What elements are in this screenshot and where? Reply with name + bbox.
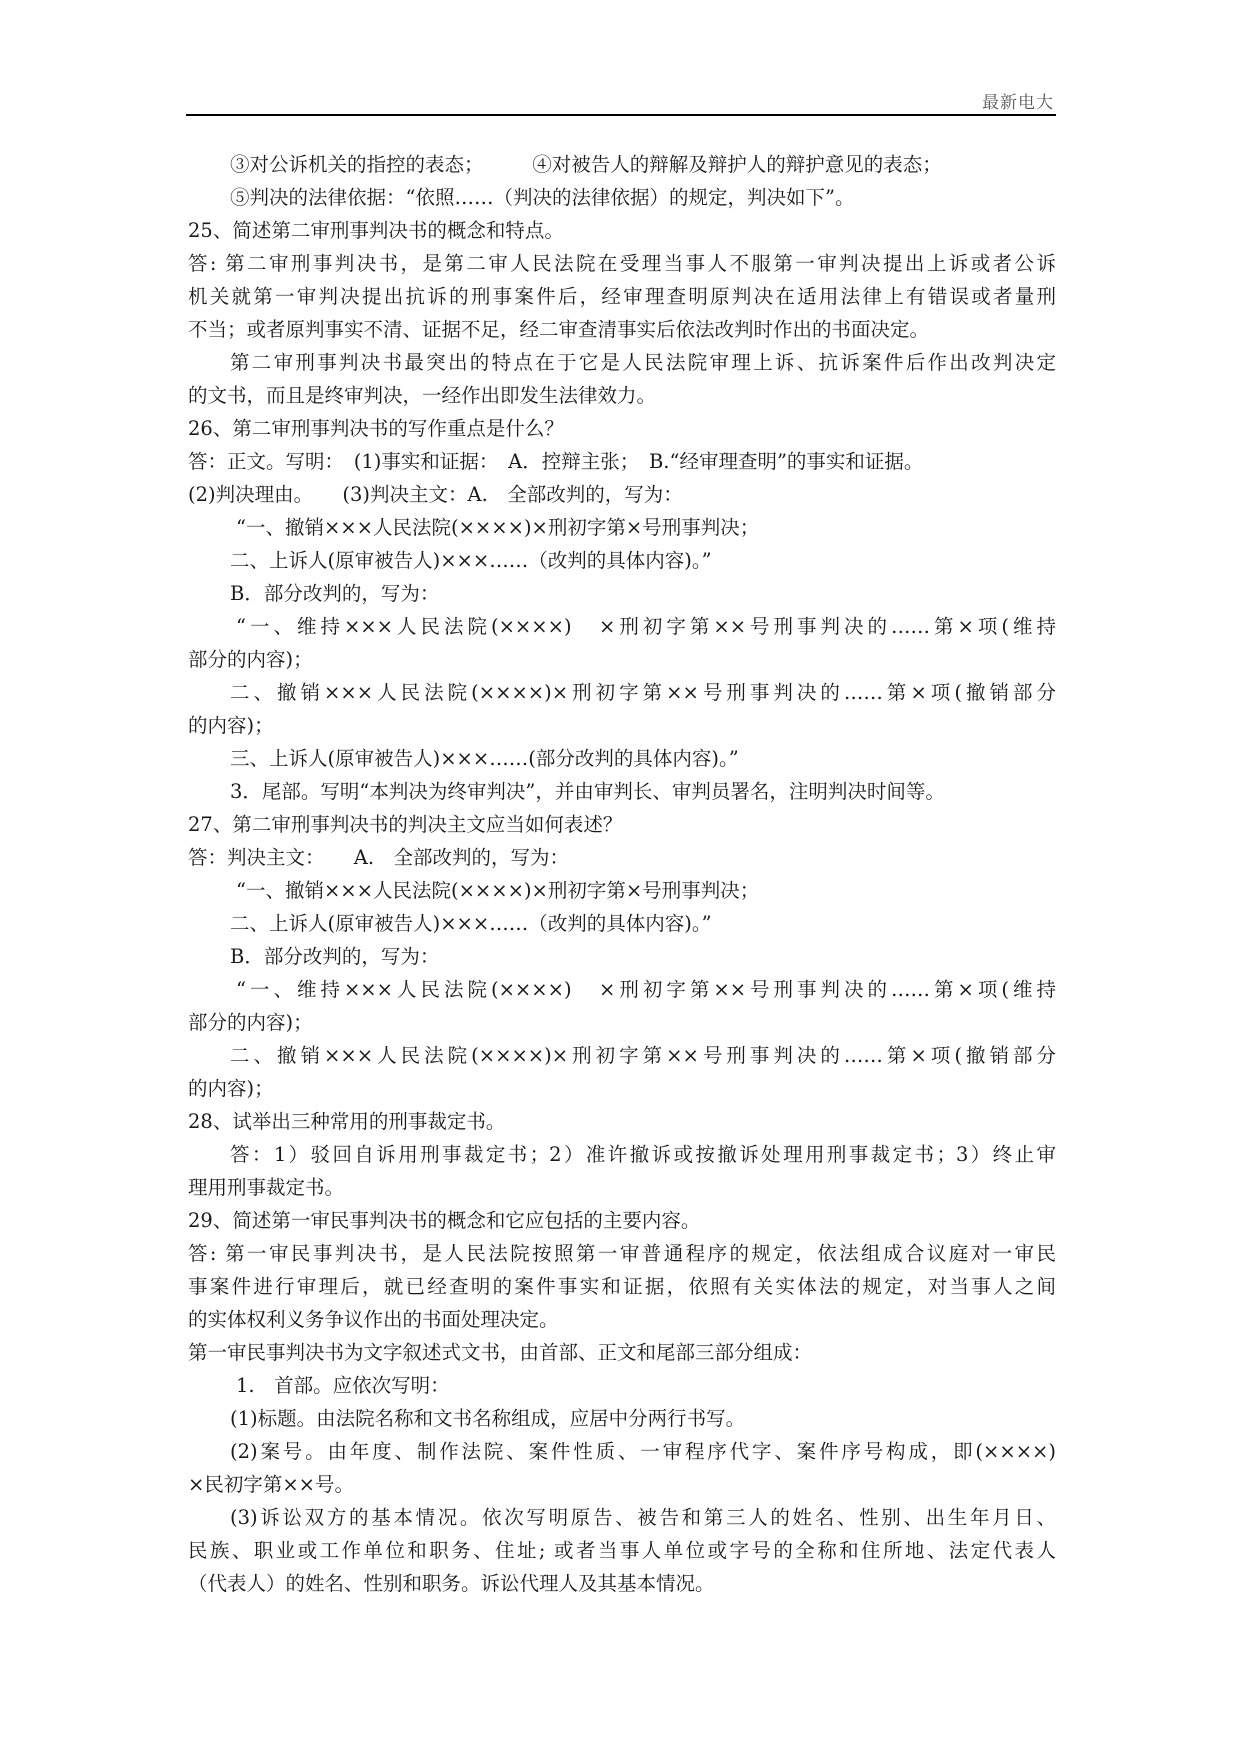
question-heading: 26、第二审刑事判决书的写作重点是什么？ [188, 417, 564, 440]
question-heading: 27、第二审刑事判决书的判决主文应当如何表述？ [188, 813, 623, 836]
body-line: 答：判决主文： A. 全部改判的，写为： [188, 846, 570, 869]
question-heading: 28、试举出三种常用的刑事裁定书。 [188, 1110, 506, 1133]
body-line: 部分的内容)； [188, 648, 313, 671]
body-line: （代表人）的姓名、性别和职务。诉讼代理人及其基本情况。 [188, 1572, 715, 1595]
body-line: 1. 首部。应依次写明： [236, 1374, 450, 1397]
body-line: 二、撤销×××人民法院(××××)×刑初字第××号刑事判决的……第×项(撤销部分 [230, 681, 1056, 704]
body-line: B．部分改判的，写为： [230, 582, 440, 605]
body-line: 答: 第一审民事判决书，是人民法院按照第一审普通程序的规定，依法组成合议庭对一审民 [188, 1242, 1056, 1265]
body-line: (2)判决理由。 (3)判决主文：A. 全部改判的，写为： [188, 483, 683, 506]
question-heading: 25、简述第二审刑事判决书的概念和特点。 [188, 219, 564, 242]
body-line: 答：1）驳回自诉用刑事裁定书；2）准许撤诉或按撤诉处理用刑事裁定书；3）终止审 [230, 1143, 1056, 1166]
body-line: 的内容)； [188, 714, 274, 737]
body-line: “一、维持×××人民法院(××××) ×刑初字第××号刑事判决的……第×项(维持 [236, 978, 1056, 1001]
body-line: 3．尾部。写明“本判决为终审判决”，并由审判长、审判员署名，注明判决时间等。 [230, 780, 945, 803]
body-line: 民族、职业或工作单位和职务、住址; 或者当事人单位或字号的全称和住所地、法定代表人 [188, 1539, 1056, 1562]
body-line: (2)案号。由年度、制作法院、案件性质、一审程序代字、案件序号构成，即(××××) [230, 1440, 1056, 1463]
body-line: 的实体权利义务争议作出的书面处理决定。 [188, 1308, 559, 1331]
body-line: “一、维持×××人民法院(××××) ×刑初字第××号刑事判决的……第×项(维持 [236, 615, 1056, 638]
question-heading: 29、简述第一审民事判决书的概念和它应包括的主要内容。 [188, 1209, 701, 1232]
header-title: 最新电大 [982, 93, 1054, 113]
body-line: 不当；或者原判事实不清、证据不足，经二审查清事实后依法改判时作出的书面决定。 [188, 318, 930, 341]
body-line: 事案件进行审理后，就已经查明的案件事实和证据，依照有关实体法的规定，对当事人之间 [188, 1275, 1056, 1298]
body-line: 答: 第二审刑事判决书，是第二审人民法院在受理当事人不服第一审判决提出上诉或者公诉 [188, 252, 1056, 275]
page-header [186, 86, 1056, 116]
body-line: 二、上诉人(原审被告人)×××……（改判的具体内容)。” [230, 912, 712, 935]
body-line: 三、上诉人(原审被告人)×××……(部分改判的具体内容)。” [230, 747, 739, 770]
body-line: (3)诉讼双方的基本情况。依次写明原告、被告和第三人的姓名、性别、出生年月日、 [230, 1506, 1056, 1529]
body-line: 二、撤销×××人民法院(××××)×刑初字第××号刑事判决的……第×项(撤销部分 [230, 1044, 1056, 1067]
body-line: 的内容)； [188, 1077, 274, 1100]
body-line: “一、撤销×××人民法院(××××)×刑初字第×号刑事判决； [236, 879, 760, 902]
document-body [188, 148, 1056, 1600]
body-line: 二、上诉人(原审被告人)×××……（改判的具体内容)。” [230, 549, 712, 572]
body-line: 的文书，而且是终审判决，一经作出即发生法律效力。 [188, 384, 657, 407]
body-line: ⑤判决的法律依据：“依照……（判决的法律依据）的规定，判决如下”。 [230, 186, 855, 209]
body-line: B．部分改判的，写为： [230, 945, 440, 968]
body-line: “一、撤销×××人民法院(××××)×刑初字第×号刑事判决； [236, 516, 760, 539]
body-line: 第一审民事判决书为文字叙述式文书，由首部、正文和尾部三部分组成： [188, 1341, 813, 1364]
body-line: 理用刑事裁定书。 [188, 1176, 345, 1199]
body-line: ③对公诉机关的指控的表态； ④对被告人的辩解及辩护人的辩护意见的表态； [230, 153, 942, 176]
body-line: ×民初字第××号。 [188, 1473, 355, 1496]
body-line: 第二审刑事判决书最突出的特点在于它是人民法院审理上诉、抗诉案件后作出改判决定 [230, 351, 1056, 374]
body-line: 机关就第一审判决提出抗诉的刑事案件后，经审理查明原判决在适用法律上有错误或者量刑 [188, 285, 1056, 308]
body-line: 答：正文。写明： (1)事实和证据： A．控辩主张； B.“经审理查明”的事实和证据。 [188, 450, 924, 473]
body-line: 部分的内容)； [188, 1011, 313, 1034]
body-line: (1)标题。由法院名称和文书名称组成，应居中分两行书写。 [230, 1407, 746, 1430]
